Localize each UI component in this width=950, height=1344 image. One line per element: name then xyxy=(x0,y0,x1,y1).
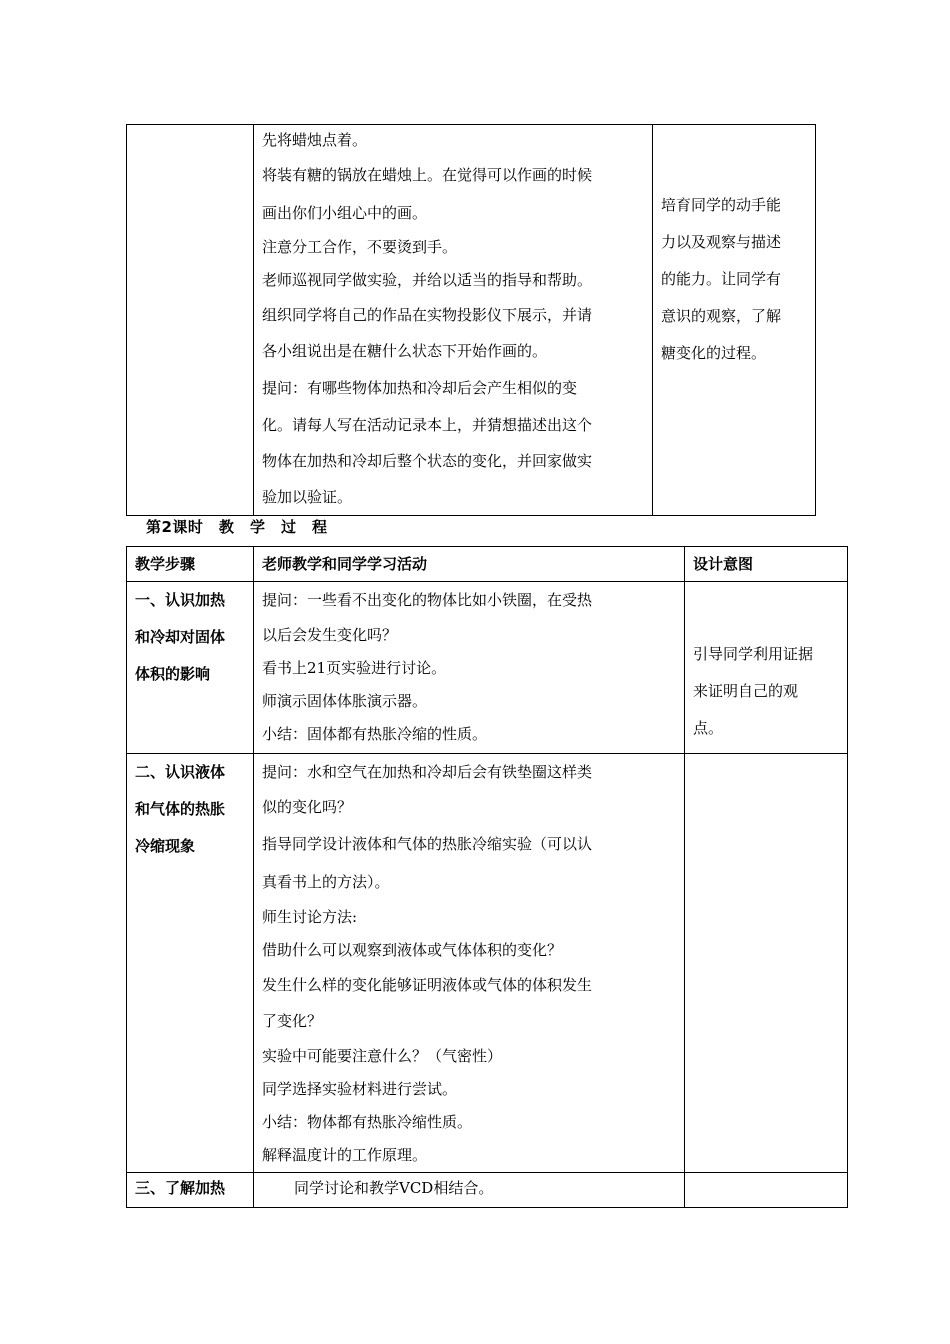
activity-line: 师生讨论方法: xyxy=(262,908,358,926)
activity-line: 先将蜡烛点着。 xyxy=(262,131,368,149)
activity-line: 实验中可能要注意什么？（气密性） xyxy=(262,1047,503,1065)
activity-line: 注意分工合作，不要烫到手。 xyxy=(262,238,458,256)
intent-line: 引导同学利用证据 xyxy=(693,645,814,663)
continuation-table xyxy=(126,124,816,516)
intent-line: 来证明自己的观 xyxy=(693,682,799,700)
activity-line: 真看书上的方法）。 xyxy=(262,873,390,891)
step-cell xyxy=(127,582,254,754)
intent-line: 糖变化的过程。 xyxy=(661,344,767,362)
activity-line: 画出你们小组心中的画。 xyxy=(262,204,428,222)
intent-cell xyxy=(685,754,848,1173)
header-intent: 设计意图 xyxy=(685,547,848,582)
intent-line: 力以及观察与描述 xyxy=(661,233,782,251)
intent-line: 点。 xyxy=(693,719,724,737)
intent-cell xyxy=(653,125,816,516)
intent-line: 意识的观察，了解 xyxy=(661,307,782,325)
section-title: 第2课时 教 学 过 程 xyxy=(146,518,328,536)
step-cell xyxy=(127,125,254,516)
activity-line: 指导同学设计液体和气体的热胀冷缩实验（可以认 xyxy=(262,835,593,853)
activity-line: 小结：固体都有热胀冷缩的性质。 xyxy=(262,725,488,743)
header-activity: 老师教学和同学学习活动 xyxy=(254,547,685,582)
step-line: 二、认识液体 xyxy=(135,763,226,781)
activity-line: 验加以验证。 xyxy=(262,488,353,506)
activity-cell xyxy=(254,1173,685,1208)
activity-line: 解释温度计的工作原理。 xyxy=(262,1146,428,1164)
step-line: 冷缩现象 xyxy=(135,837,196,855)
table-row xyxy=(127,1173,848,1208)
intent-cell xyxy=(685,1173,848,1208)
activity-line: 化。请每人写在活动记录本上，并猜想描述出这个 xyxy=(262,416,593,434)
activity-line: 老师巡视同学做实验，并给以适当的指导和帮助。 xyxy=(262,271,593,289)
intent-line: 的能力。让同学有 xyxy=(661,270,782,288)
activity-line: 各小组说出是在糖什么状态下开始作画的。 xyxy=(262,342,548,360)
lesson-process-table xyxy=(126,546,848,1208)
table-header-row xyxy=(127,547,848,582)
activity-cell xyxy=(254,754,685,1173)
table-row xyxy=(127,125,816,516)
step-line: 和气体的热胀 xyxy=(135,800,226,818)
intent-line: 培育同学的动手能 xyxy=(661,196,782,214)
activity-line: 小结：物体都有热胀冷缩性质。 xyxy=(262,1113,473,1131)
step-line: 三、了解加热 xyxy=(135,1179,226,1197)
header-step: 教学步骤 xyxy=(127,547,254,582)
activity-line: 提问：一些看不出变化的物体比如小铁圈，在受热 xyxy=(262,591,593,609)
activity-line: 看书上21页实验进行讨论。 xyxy=(262,659,447,677)
activity-cell xyxy=(254,582,685,754)
intent-cell xyxy=(685,582,848,754)
activity-cell xyxy=(254,125,653,516)
step-cell xyxy=(127,1173,254,1208)
activity-line: 发生什么样的变化能够证明液体或气体的体积发生 xyxy=(262,976,593,994)
table-row xyxy=(127,754,848,1173)
table-row xyxy=(127,582,848,754)
activity-line: 借助什么可以观察到液体或气体体积的变化？ xyxy=(262,941,563,959)
step-cell xyxy=(127,754,254,1173)
step-line: 体积的影响 xyxy=(135,665,211,683)
activity-line: 似的变化吗？ xyxy=(262,798,353,816)
activity-line: 了变化？ xyxy=(262,1012,323,1030)
step-line: 和冷却对固体 xyxy=(135,628,226,646)
activity-line: 组织同学将自己的作品在实物投影仪下展示，并请 xyxy=(262,306,593,324)
step-line: 一、认识加热 xyxy=(135,591,226,609)
activity-line: 提问：水和空气在加热和冷却后会有铁垫圈这样类 xyxy=(262,763,593,781)
activity-line: 同学选择实验材料进行尝试。 xyxy=(262,1080,458,1098)
activity-line: 将装有糖的锅放在蜡烛上。在觉得可以作画的时候 xyxy=(262,166,593,184)
activity-line: 以后会发生变化吗？ xyxy=(262,626,398,644)
activity-line: 同学讨论和教学VCD相结合。 xyxy=(294,1179,494,1197)
activity-line: 物体在加热和冷却后整个状态的变化，并回家做实 xyxy=(262,452,593,470)
activity-line: 师演示固体体胀演示器。 xyxy=(262,692,428,710)
activity-line: 提问：有哪些物体加热和冷却后会产生相似的变 xyxy=(262,379,578,397)
